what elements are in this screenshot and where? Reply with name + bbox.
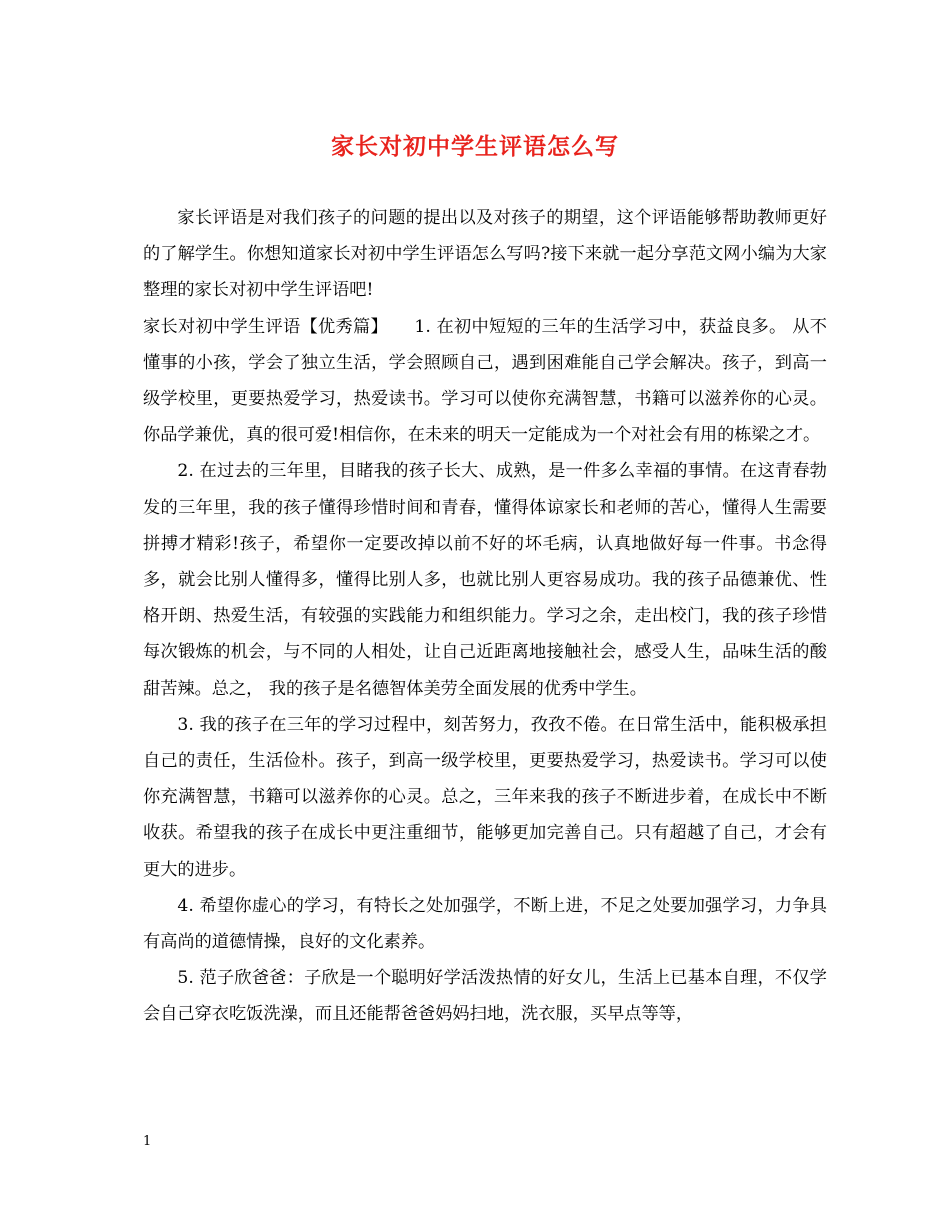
comment-paragraph-1: 家长对初中学生评语【优秀篇】 1. 在初中短短的三年的生活学习中，获益良多。 从不懂事的小孩，学会了独立生活，学会照顾自己，遇到困难能自己学会解决。孩子，到高一级学校里，更要热爱学习，热爱读书。学习可以使你充满智慧，书籍可以滋养你的心灵。你品学兼优，真的很可爱!相信你，在未来的明天一定能成为一个对社会有用的栋梁之才。 [143,316,827,446]
comment-paragraph-3: 3. 我的孩子在三年的学习过程中，刻苦努力，孜孜不倦。在日常生活中，能积极承担自己的责任，生活俭朴。孩子，到高一级学校里，更要热爱学习，热爱读书。学习可以使你充满智慧，书籍可以滋养你的心灵。总之，三年来我的孩子不断进步着，在成长中不断收获。希望我的孩子在成长中更注重细节，能够更加完善自己。只有超越了自己，才会有更大的进步。 [143,714,827,880]
page-number: 1 [143,1134,152,1149]
intro-paragraph: 家长评语是对我们孩子的问题的提出以及对孩子的期望，这个评语能够帮助教师更好的了解学生。你想知道家长对初中学生评语怎么写吗?接下来就一起分享范文网小编为大家整理的家长对初中学生评语吧! [143,208,827,301]
document-body [143,200,827,1033]
comment-paragraph-2: 2. 在过去的三年里，目睹我的孩子长大、成熟，是一件多么幸福的事情。在这青春勃发的三年里，我的孩子懂得珍惜时间和青春，懂得体谅家长和老师的苦心，懂得人生需要拼搏才精彩!孩子，希望你一定要改掉以前不好的坏毛病，认真地做好每一件事。书念得多，就会比别人懂得多，懂得比别人多，也就比别人更容易成功。我的孩子品德兼优、性格开朗、热爱生活，有较强的实践能力和组织能力。学习之余，走出校门，我的孩子珍惜每次锻炼的机会，与不同的人相处，让自己近距离地接触社会，感受人生，品味生活的酸甜苦辣。总之， 我的孩子是名德智体美劳全面发展的优秀中学生。 [143,461,827,699]
comment-paragraph-4: 4. 希望你虚心的学习，有特长之处加强学，不断上进，不足之处要加强学习，力争具有高尚的道德情操，良好的文化素养。 [143,895,827,953]
comment-paragraph-5: 5. 范子欣爸爸：子欣是一个聪明好学活泼热情的好女儿，生活上已基本自理，不仅学会自己穿衣吃饭洗澡，而且还能帮爸爸妈妈扫地，洗衣服，买早点等等， [143,968,827,1025]
document-title: 家长对初中学生评语怎么写 [331,133,619,160]
